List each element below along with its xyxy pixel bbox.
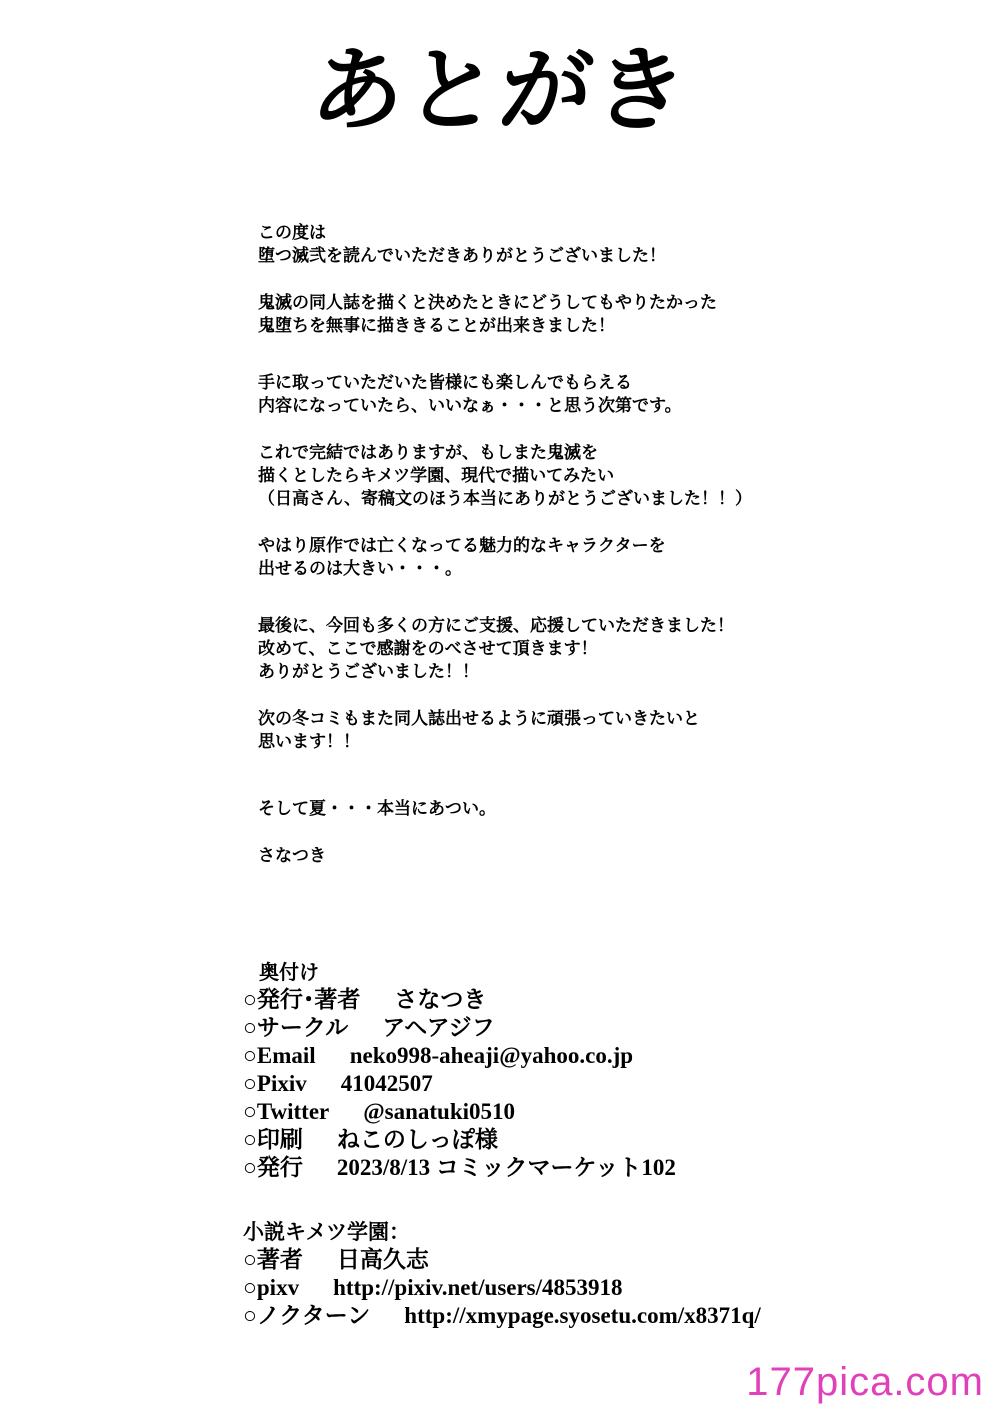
- paragraph-gap: [258, 754, 978, 788]
- message-line: ありがとうございました！！: [258, 662, 479, 682]
- message-line: 描くとしたらキメツ学園、現代で描いてみたい: [258, 466, 615, 486]
- row-label: ○サークル: [243, 1015, 349, 1040]
- message-line: 鬼滅の同人誌を描くと決めたときにどうしてもやりたかった: [258, 293, 717, 313]
- afterword-message: [258, 222, 978, 868]
- colophon-row-pixiv: [243, 1070, 983, 1098]
- page-title: あとがき: [306, 37, 694, 144]
- paragraph-gap: [258, 511, 978, 535]
- message-line: （日高さん、寄稿文のほう本当にありがとうございました！！）: [258, 489, 753, 509]
- colophon: [243, 958, 983, 1330]
- colophon-row-printer: [243, 1126, 983, 1154]
- message-line: 鬼堕ちを無事に描ききることが出来きました！: [258, 316, 615, 336]
- row-label: ○Email: [243, 1043, 316, 1068]
- colophon-row-publisher: [243, 986, 983, 1014]
- row-value: さなつき: [394, 987, 487, 1012]
- row-label: ○印刷: [243, 1127, 303, 1152]
- paragraph-gap: [258, 338, 978, 372]
- url-value: http://pixiv.net/users/4853918: [333, 1275, 623, 1300]
- message-line: そして夏・・・本当にあつい。: [258, 799, 496, 819]
- row-value: ねこのしっぽ様: [336, 1127, 498, 1152]
- message-line: やはり原作では亡くなってる魅力的なキャラクターを: [258, 536, 666, 556]
- novel-row-pixiv: [243, 1274, 983, 1302]
- message-line: 思います！！: [258, 732, 360, 752]
- message-line: 最後に、今回も多くの方にご支援、応援していただきました！: [258, 616, 734, 636]
- message-line: これで完結ではありますが、もしまた鬼滅を: [258, 443, 598, 463]
- novel-row-nocturne: [243, 1302, 983, 1330]
- message-line: 手に取っていただいた皆様にも楽しんでもらえる: [258, 373, 632, 393]
- section-gap: [243, 1182, 983, 1218]
- row-value: 2023/8/13 コミックマーケット102: [336, 1155, 676, 1180]
- row-label: ○Pixiv: [243, 1071, 307, 1096]
- row-label: ○pixv: [243, 1275, 300, 1300]
- row-label: ○ノクターン: [243, 1303, 371, 1328]
- author-signature: さなつき: [258, 846, 326, 866]
- row-value: 日高久志: [336, 1247, 429, 1272]
- colophon-row-issued: [243, 1154, 983, 1182]
- novel-heading: 小説キメツ学園：: [243, 1219, 410, 1244]
- row-label: ○著者: [243, 1247, 303, 1272]
- row-label: ○Twitter: [243, 1099, 330, 1124]
- message-line: 改めて、ここで感謝をのべさせて頂きます！: [258, 639, 598, 659]
- message-line: 堕つ滅弐を読んでいただきありがとうございました！: [258, 246, 666, 266]
- colophon-heading: 奥付け: [259, 960, 319, 984]
- paragraph-gap: [258, 684, 978, 708]
- url-value: http://xmypage.syosetu.com/x8371q/: [404, 1303, 761, 1328]
- message-line: 出せるのは大きい・・・。: [258, 559, 462, 579]
- site-watermark: 177pica.com: [746, 1360, 984, 1404]
- pixiv-id-value: 41042507: [340, 1071, 433, 1096]
- message-line: 内容になっていたら、いいなぁ・・・と思う次第です。: [258, 396, 682, 416]
- row-label: ○発行: [243, 1155, 303, 1180]
- colophon-row-email: [243, 1042, 983, 1070]
- colophon-row-twitter: [243, 1098, 983, 1126]
- paragraph-gap: [258, 581, 978, 615]
- message-line: この度は: [258, 223, 326, 243]
- paragraph-gap: [258, 788, 978, 798]
- row-label: ○発行･著者: [243, 987, 361, 1012]
- colophon-row-circle: [243, 1014, 983, 1042]
- twitter-handle-value: @sanatuki0510: [363, 1099, 516, 1124]
- row-value: アヘアジフ: [382, 1015, 495, 1040]
- novel-row-author: [243, 1246, 983, 1274]
- paragraph-gap: [258, 268, 978, 292]
- message-line: 次の冬コミもまた同人誌出せるように頑張っていきたいと: [258, 709, 700, 729]
- email-value: neko998-aheaji@yahoo.co.jp: [349, 1043, 634, 1068]
- paragraph-gap: [258, 418, 978, 442]
- paragraph-gap: [258, 821, 978, 845]
